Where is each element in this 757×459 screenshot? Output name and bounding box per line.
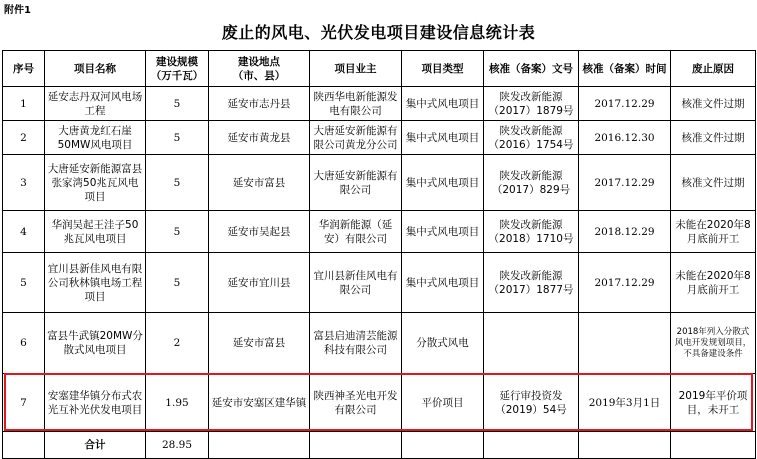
cell-reason[interactable]: 核准文件过期 (671, 155, 756, 211)
table-title: 废止的风电、光伏发电项目建设信息统计表 (221, 23, 536, 42)
cell-scale[interactable]: 5 (146, 87, 209, 121)
cell-location[interactable]: 延安市吴起县 (209, 211, 310, 253)
cell-type[interactable]: 集中式风电项目 (402, 155, 484, 211)
header-cell-no[interactable]: 序号 (3, 51, 45, 87)
cell-name[interactable]: 大唐黄龙红石崖50MW风电项目 (45, 121, 146, 155)
cell-no[interactable]: 3 (3, 155, 45, 211)
cell-date[interactable]: 2016.12.30 (579, 121, 671, 155)
cell-doc[interactable] (484, 313, 579, 374)
table-row (3, 121, 756, 155)
header-cell-doc[interactable]: 核准（备案）文号 (484, 51, 579, 87)
cell-date[interactable]: 2017.12.29 (579, 155, 671, 211)
cell-type[interactable]: 集中式风电项目 (402, 121, 484, 155)
total-cell-empty[interactable] (402, 432, 484, 459)
cell-type[interactable]: 分散式风电 (402, 313, 484, 374)
cell-owner[interactable]: 大唐延安新能源有限公司 (310, 155, 402, 211)
cell-doc[interactable]: 陕发改新能源（2017）1879号 (484, 87, 579, 121)
header-cell-reason[interactable]: 废止原因 (671, 51, 756, 87)
cell-doc[interactable]: 延行审投资发（2019）54号 (484, 374, 579, 432)
table-row (3, 155, 756, 211)
header-cell-name[interactable]: 项目名称 (45, 51, 146, 87)
cell-reason[interactable]: 核准文件过期 (671, 121, 756, 155)
cell-owner[interactable]: 宜川县新佳风电有限公司 (310, 253, 402, 313)
cell-date[interactable] (579, 313, 671, 374)
total-cell-empty[interactable] (209, 432, 310, 459)
table-row (3, 374, 756, 432)
table-row (3, 253, 756, 313)
cell-location[interactable]: 延安市宜川县 (209, 253, 310, 313)
header-cell-type[interactable]: 项目类型 (402, 51, 484, 87)
cell-doc[interactable]: 陕发改新能源（2017）1877号 (484, 253, 579, 313)
table-row (3, 87, 756, 121)
total-cell-empty[interactable] (310, 432, 402, 459)
total-label[interactable]: 合计 (45, 432, 146, 459)
header-cell-location[interactable]: 建设地点 （市、县） (209, 51, 310, 87)
cell-owner[interactable]: 富县启迪清芸能源科技有限公司 (310, 313, 402, 374)
cell-scale[interactable]: 2 (146, 313, 209, 374)
cell-date[interactable]: 2018.12.29 (579, 211, 671, 253)
cell-doc[interactable]: 陕发改新能源（2018）1710号 (484, 211, 579, 253)
total-row (3, 432, 756, 459)
project-table (2, 50, 756, 459)
total-cell-no[interactable] (3, 432, 45, 459)
cell-no[interactable]: 5 (3, 253, 45, 313)
header-cell-owner[interactable]: 项目业主 (310, 51, 402, 87)
total-cell-empty[interactable] (484, 432, 579, 459)
cell-reason[interactable]: 未能在2020年8月底前开工 (671, 253, 756, 313)
cell-name[interactable]: 富县牛武镇20MW分散式风电项目 (45, 313, 146, 374)
cell-date[interactable]: 2017.12.29 (579, 253, 671, 313)
total-cell-empty[interactable] (671, 432, 756, 459)
cell-location[interactable]: 延安市富县 (209, 155, 310, 211)
cell-location[interactable]: 延安市富县 (209, 313, 310, 374)
cell-no[interactable]: 4 (3, 211, 45, 253)
cell-name[interactable]: 延安志丹双河风电场工程 (45, 87, 146, 121)
cell-scale[interactable]: 5 (146, 253, 209, 313)
cell-scale[interactable]: 5 (146, 121, 209, 155)
cell-reason[interactable]: 2018年列入分散式风电开发规划项目，不具备建设条件 (671, 313, 756, 374)
table-row (3, 211, 756, 253)
cell-owner[interactable]: 华润新能源（延安）有限公司 (310, 211, 402, 253)
cell-no[interactable]: 1 (3, 87, 45, 121)
cell-reason[interactable]: 2019年平价项目，未开工 (671, 374, 756, 432)
cell-name[interactable]: 安塞建华镇分布式农光互补光伏发电项目 (45, 374, 146, 432)
cell-location[interactable]: 延安市安塞区建华镇 (209, 374, 310, 432)
cell-type[interactable]: 平价项目 (402, 374, 484, 432)
cell-owner[interactable]: 陕西华电新能源发电有限公司 (310, 87, 402, 121)
cell-no[interactable]: 2 (3, 121, 45, 155)
cell-date[interactable]: 2017.12.29 (579, 87, 671, 121)
total-scale[interactable]: 28.95 (146, 432, 209, 459)
cell-no[interactable]: 7 (3, 374, 45, 432)
cell-owner[interactable]: 大唐延安新能源有限公司黄龙分公司 (310, 121, 402, 155)
table-row (3, 313, 756, 374)
total-cell-empty[interactable] (579, 432, 671, 459)
cell-reason[interactable]: 核准文件过期 (671, 87, 756, 121)
attachment-label: 附件1 (4, 5, 31, 16)
cell-date[interactable]: 2019年3月1日 (579, 374, 671, 432)
header-cell-date[interactable]: 核准（备案）时间 (579, 51, 671, 87)
cell-name[interactable]: 华润吴起王洼子50兆瓦风电项目 (45, 211, 146, 253)
cell-name[interactable]: 大唐延安新能源富县张家湾50兆瓦风电项目 (45, 155, 146, 211)
cell-doc[interactable]: 陕发改新能源（2017）829号 (484, 155, 579, 211)
cell-type[interactable]: 集中式风电项目 (402, 87, 484, 121)
cell-doc[interactable]: 陕发改新能源（2016）1754号 (484, 121, 579, 155)
cell-no[interactable]: 6 (3, 313, 45, 374)
cell-type[interactable]: 集中式风电项目 (402, 253, 484, 313)
cell-type[interactable]: 集中式风电项目 (402, 211, 484, 253)
cell-location[interactable]: 延安市志丹县 (209, 87, 310, 121)
cell-name[interactable]: 宜川县新佳风电有限公司秋林镇电场工程项目 (45, 253, 146, 313)
cell-scale[interactable]: 5 (146, 211, 209, 253)
cell-owner[interactable]: 陕西神圣光电开发有限公司 (310, 374, 402, 432)
cell-scale[interactable]: 5 (146, 155, 209, 211)
header-cell-scale[interactable]: 建设规模 （万千瓦） (146, 51, 209, 87)
header-row (3, 51, 756, 87)
cell-scale[interactable]: 1.95 (146, 374, 209, 432)
cell-reason[interactable]: 未能在2020年8月底前开工 (671, 211, 756, 253)
cell-location[interactable]: 延安市黄龙县 (209, 121, 310, 155)
